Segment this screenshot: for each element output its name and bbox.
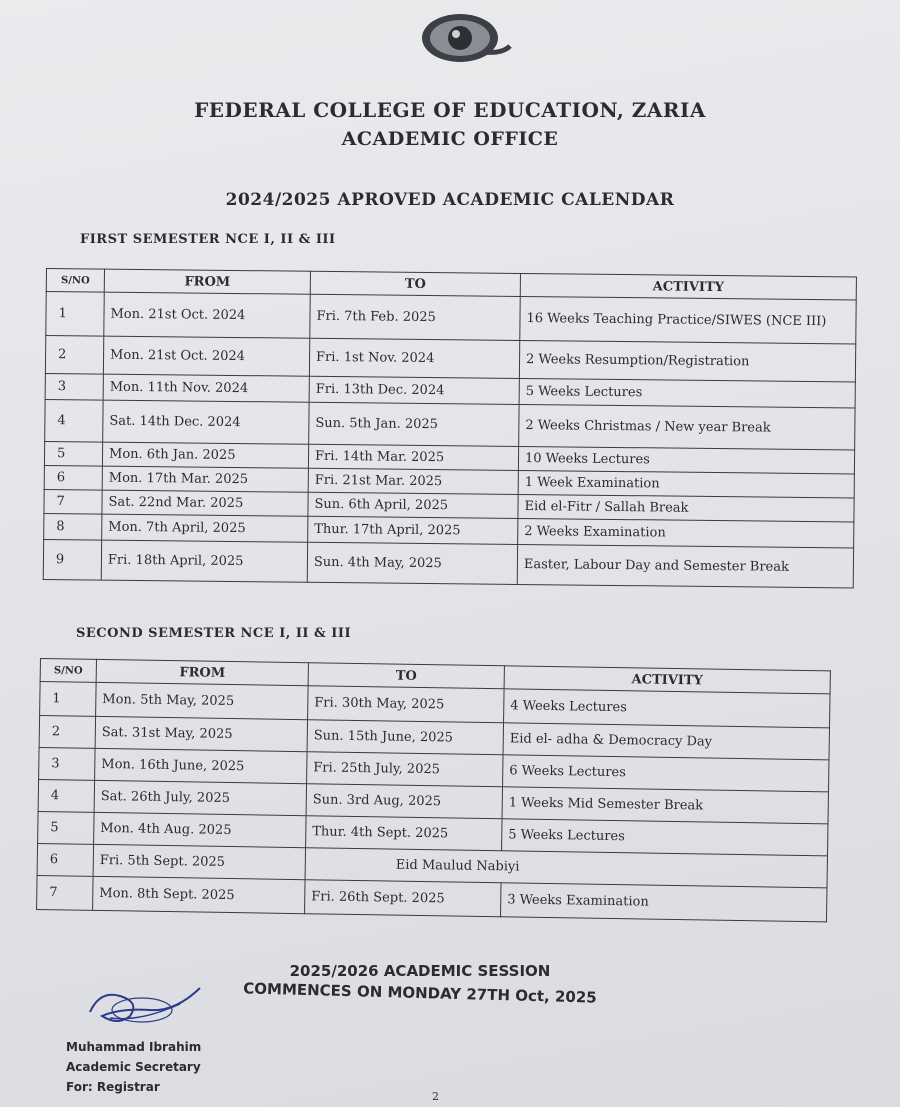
cell-sno: 4 (38, 779, 94, 812)
cell-to: Fri. 25th July, 2025 (307, 752, 503, 787)
cell-sno: 2 (45, 336, 103, 375)
cell-from: Fri. 5th Sept. 2025 (93, 844, 305, 879)
college-logo-icon (414, 8, 514, 70)
cell-from: Mon. 17th Mar. 2025 (102, 466, 308, 492)
cell-to: Thur. 17th April, 2025 (308, 516, 518, 544)
page-number: 2 (432, 1090, 439, 1103)
cell-sno: 8 (44, 513, 102, 540)
col-header-from: FROM (104, 269, 310, 294)
cell-sno: 1 (46, 292, 104, 337)
cell-sno: 6 (44, 465, 102, 490)
cell-activity: 1 Weeks Mid Semester Break (502, 787, 828, 824)
cell-sno: 9 (43, 539, 101, 580)
cell-activity: 2 Weeks Christmas / New year Break (519, 404, 855, 450)
col-header-to: TO (310, 271, 520, 296)
cell-sno: 5 (38, 811, 94, 844)
cell-activity: 2 Weeks Examination (518, 518, 854, 548)
cell-to: Fri. 13th Dec. 2024 (309, 376, 519, 404)
cell-to: Fri. 21st Mar. 2025 (308, 468, 518, 494)
cell-activity: 10 Weeks Lectures (518, 446, 854, 474)
cell-to: Fri. 30th May, 2025 (308, 686, 505, 723)
institution-title: FEDERAL COLLEGE OF EDUCATION, ZARIA (194, 98, 706, 122)
cell-merged-note: Eid Maulud Nabiyi (305, 848, 827, 888)
cell-activity: Eid el-Fitr / Sallah Break (518, 494, 854, 522)
signature-icon (80, 982, 210, 1032)
cell-activity: 4 Weeks Lectures (504, 689, 830, 728)
cell-activity: Eid el- adha & Democracy Day (503, 723, 829, 760)
col-header-sno: S/NO (46, 269, 104, 293)
cell-from: Sat. 14th Dec. 2024 (103, 400, 309, 444)
cell-from: Mon. 6th Jan. 2025 (102, 442, 308, 468)
cell-sno: 4 (45, 399, 103, 442)
cell-to: Sun. 6th April, 2025 (308, 492, 518, 518)
calendar-title: 2024/2025 APROVED ACADEMIC CALENDAR (225, 190, 675, 210)
cell-from: Mon. 16th June, 2025 (95, 748, 307, 783)
cell-to: Fri. 1st Nov. 2024 (309, 338, 519, 378)
cell-to: Fri. 14th Mar. 2025 (308, 444, 518, 470)
col-header-from: FROM (96, 659, 308, 685)
signatory-for: For: Registrar (66, 1080, 160, 1094)
cell-to: Sun. 4th May, 2025 (307, 542, 517, 584)
cell-from: Sat. 26th July, 2025 (94, 780, 306, 815)
first-semester-table (43, 268, 857, 588)
cell-activity: 5 Weeks Lectures (519, 378, 855, 408)
cell-activity: Easter, Labour Day and Semester Break (517, 544, 853, 588)
cell-sno: 6 (37, 843, 93, 876)
cell-sno: 3 (39, 747, 95, 780)
cell-sno: 7 (44, 489, 102, 514)
cell-activity: 1 Week Examination (518, 470, 854, 498)
cell-from: Sat. 31st May, 2025 (95, 716, 307, 751)
second-semester-title: SECOND SEMESTER NCE I, II & III (76, 626, 352, 641)
second-semester-table (36, 658, 831, 922)
cell-activity: 3 Weeks Examination (500, 883, 826, 922)
next-session-title: 2025/2026 ACADEMIC SESSION (289, 962, 551, 980)
cell-activity: 16 Weeks Teaching Practice/SIWES (NCE III) (520, 296, 856, 344)
cell-from: Mon. 7th April, 2025 (102, 514, 308, 542)
first-semester-title: FIRST SEMESTER NCE I, II & III (80, 232, 336, 247)
cell-to: Sun. 5th Jan. 2025 (309, 402, 519, 446)
signatory-title: Academic Secretary (66, 1060, 201, 1074)
signatory-name: Muhammad Ibrahim (66, 1040, 202, 1054)
col-header-activity: ACTIVITY (520, 273, 856, 300)
cell-to: Thur. 4th Sept. 2025 (306, 816, 502, 851)
col-header-to: TO (308, 663, 504, 689)
cell-from: Fri. 18th April, 2025 (101, 540, 307, 582)
col-header-activity: ACTIVITY (504, 666, 830, 694)
cell-from: Mon. 21st Oct. 2024 (104, 292, 310, 338)
cell-activity: 5 Weeks Lectures (502, 819, 828, 856)
cell-sno: 3 (45, 373, 103, 400)
cell-sno: 1 (40, 682, 97, 717)
cell-to: Sun. 15th June, 2025 (307, 720, 503, 755)
cell-activity: 6 Weeks Lectures (503, 755, 829, 792)
cell-to: Fri. 26th Sept. 2025 (305, 880, 502, 917)
cell-from: Mon. 21st Oct. 2024 (103, 336, 309, 376)
cell-to: Fri. 7th Feb. 2025 (310, 294, 520, 340)
cell-from: Mon. 8th Sept. 2025 (93, 876, 306, 913)
cell-sno: 5 (44, 441, 102, 466)
cell-sno: 2 (39, 716, 95, 749)
cell-activity: 2 Weeks Resumption/Registration (519, 340, 855, 382)
col-header-sno: S/NO (40, 659, 96, 683)
cell-from: Mon. 5th May, 2025 (96, 682, 309, 719)
table-row (43, 539, 853, 587)
session-commencement: COMMENCES ON MONDAY 27TH Oct, 2025 (243, 979, 597, 1007)
cell-sno: 7 (37, 875, 94, 910)
cell-from: Mon. 11th Nov. 2024 (103, 374, 309, 402)
cell-from: Mon. 4th Aug. 2025 (94, 812, 306, 847)
cell-from: Sat. 22nd Mar. 2025 (102, 490, 308, 516)
cell-to: Sun. 3rd Aug, 2025 (306, 784, 502, 819)
office-title: ACADEMIC OFFICE (341, 128, 559, 150)
